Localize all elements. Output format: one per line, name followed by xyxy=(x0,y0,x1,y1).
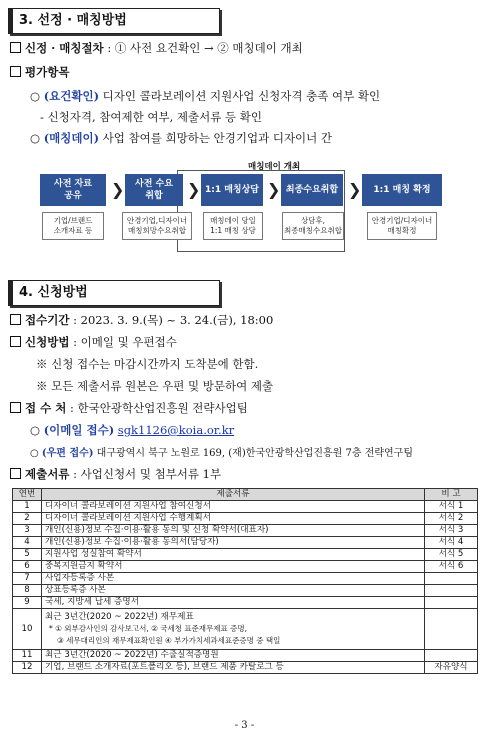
flow-step-3: 1:1 매칭상담 xyxy=(201,174,263,206)
table-row: 3 개인(신용)정보 수집·이용·활용 동의 및 신청 확약서(대표자) 서식 3 xyxy=(13,525,478,537)
flow-step-1-desc: 기업/브랜드 소개자료 등 xyxy=(42,212,104,240)
flow-step-5-desc: 안경기업/디자이너 매칭확정 xyxy=(367,212,437,240)
table-row: 7 사업자등록증 사본 xyxy=(13,573,478,585)
table-row: 1 디자이너 콜라보레이션 지원사업 참여신청서 서식 1 xyxy=(13,501,478,513)
col-header-note: 비 고 xyxy=(425,489,478,501)
circle-bullet-icon: ○ xyxy=(30,448,42,459)
apply-method: 신청방법 : 이메일 및 우편접수 xyxy=(10,334,177,350)
flow-step-1: 사전 자료 공유 xyxy=(40,174,106,206)
table-row: 12 기업, 브랜드 소개자료(포트폴리오 등), 브랜드 제품 카탈로그 등 자유양식 xyxy=(13,662,478,674)
square-bullet-icon xyxy=(10,468,21,479)
chevron-right-icon: ❯ xyxy=(187,180,201,199)
documents-table xyxy=(12,488,478,674)
flow-step-3-desc: 매칭데이 당일 1:1 매칭 상담 xyxy=(203,212,263,240)
table-row: 8 상표등록증 사본 xyxy=(13,585,478,597)
eval-items: 평가항목 xyxy=(10,64,69,80)
flow-step-4-desc: 상담후, 최종매칭수요취합 xyxy=(282,212,344,240)
post-receipt: ○ (우편 접수) 대구광역시 북구 노원로 169, (재)한국안광학산업진흥원 7층 전략연구팀 xyxy=(30,448,414,459)
req-check: ○ (요건확인) 디자인 콜라보레이션 지원사업 신청자격 충족 여부 확인 xyxy=(30,89,381,103)
square-bullet-icon xyxy=(10,336,21,347)
table-row: 11 최근 3년간(2020 ~ 2022년) 수출실적증명원 xyxy=(13,650,478,662)
table-row: 2 디자이너 콜라보레이션 지원사업 수행계획서 서식 2 xyxy=(13,513,478,525)
flow-step-2: 사전 수요 취합 xyxy=(125,174,183,206)
square-bullet-icon xyxy=(10,42,21,53)
note-deadline: ※ 신청 접수는 마감시간까지 도착분에 한함. xyxy=(36,357,259,371)
receiver: 접 수 처 : 한국안광학산업진흥원 전략사업팀 xyxy=(10,400,248,416)
chevron-right-icon: ❯ xyxy=(348,180,362,199)
flow-step-4: 최종수요취합 xyxy=(281,174,343,206)
col-header-no: 연번 xyxy=(13,489,42,501)
selection-procedure: 신정 · 매칭절차 : ① 사전 요건확인 → ② 매칭데이 개최 xyxy=(10,40,303,56)
apply-period: 접수기간 : 2023. 3. 9.(목) ~ 3. 24.(금), 18:00 xyxy=(10,312,273,328)
section3-title: 3. 선정 · 매칭방법 xyxy=(8,8,220,34)
flow-step-2-desc: 안경기업,디자이너 매칭희망수요취합 xyxy=(122,212,192,240)
flow-group-title: 매칭데이 개최 xyxy=(248,162,301,172)
page-number: - 3 - xyxy=(234,720,255,731)
circle-bullet-icon: ○ xyxy=(30,89,44,103)
square-bullet-icon xyxy=(10,314,21,325)
section4-title: 4. 신청방법 xyxy=(8,280,220,306)
table-row: 4 개인(신용)정보 수집·이용·활용 동의서(담당자) 서식 4 xyxy=(13,537,478,549)
square-bullet-icon xyxy=(10,66,21,77)
note-original: ※ 모든 제출서류 원본은 우편 및 방문하여 제출 xyxy=(36,379,274,393)
table-row: 9 국세, 지방세 납세 증명서 xyxy=(13,597,478,609)
chevron-right-icon: ❯ xyxy=(267,180,281,199)
email-link[interactable]: sgk1126@koia.or.kr xyxy=(117,423,235,437)
circle-bullet-icon: ○ xyxy=(30,423,44,437)
table-row: 10 최근 3년간(2020 ~ 2022년) 재무제표 * ① 외부감사인의 감사보고서, ② 국세청 표준재무제표 증명, ③ 세무대리인의 재무제표확인원 ④ 부가가치세과세표준증명 중 택일 xyxy=(13,609,478,650)
table-row: 5 지원사업 성실참여 확약서 서식 5 xyxy=(13,549,478,561)
square-bullet-icon xyxy=(10,402,21,413)
matching-day: ○ (매칭데이) 사업 참여를 희망하는 안경기업과 디자이너 간 xyxy=(30,131,333,145)
email-receipt: ○ (이메일 접수) sgk1126@koia.or.kr xyxy=(30,423,235,437)
chevron-right-icon: ❯ xyxy=(111,180,125,199)
submit-docs: 제출서류 : 사업신청서 및 첨부서류 1부 xyxy=(10,466,221,482)
table-row: 6 중복지원금지 확약서 서식 6 xyxy=(13,561,478,573)
col-header-doc: 제출서류 xyxy=(42,489,425,501)
req-sub: - 신청자격, 참여제한 여부, 제출서류 등 확인 xyxy=(40,110,262,124)
circle-bullet-icon: ○ xyxy=(30,131,44,145)
flow-step-5: 1:1 매칭 확정 xyxy=(362,174,442,206)
